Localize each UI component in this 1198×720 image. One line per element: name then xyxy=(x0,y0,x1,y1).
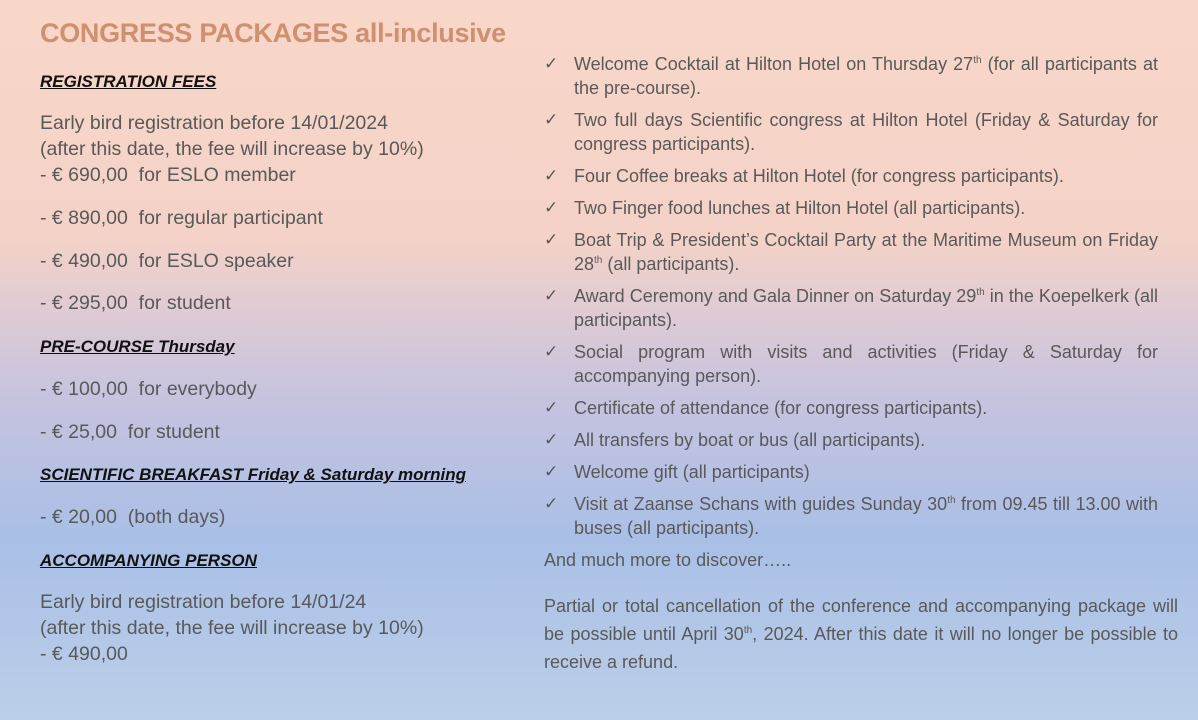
inclusion-item: ✓ Two full days Scientific congress at Hilton Hotel (Friday & Saturday for congress participants). xyxy=(544,110,1158,154)
registration-heading: REGISTRATION FEES xyxy=(40,72,217,91)
checkmark-icon: ✓ xyxy=(544,54,559,73)
inclusion-item: ✓ Certificate of attendance (for congress participants). xyxy=(544,398,988,418)
checkmark-icon: ✓ xyxy=(544,430,559,449)
inclusion-item: ✓ Four Coffee breaks at Hilton Hotel (for congress participants). xyxy=(544,166,1064,186)
accompanying-early-bird: Early bird registration before 14/01/24 xyxy=(40,591,367,613)
inclusion-item: ✓ All transfers by boat or bus (all participants). xyxy=(544,430,926,450)
accompanying-fee: - € 490,00 xyxy=(40,643,128,665)
more-to-discover: And much more to discover….. xyxy=(544,550,792,570)
breakfast-fee: - € 20,00 (both days) xyxy=(40,506,226,528)
inclusion-item: ✓ Two Finger food lunches at Hilton Hotel (all participants). xyxy=(544,198,1026,218)
fee-student: - € 295,00 for student xyxy=(40,292,231,314)
inclusions-list xyxy=(544,52,1158,548)
checkmark-icon: ✓ xyxy=(544,110,559,129)
page-title: CONGRESS PACKAGES all-inclusive xyxy=(40,18,506,48)
fee-eslo-member: - € 690,00 for ESLO member xyxy=(40,164,296,186)
accompanying-heading: ACCOMPANYING PERSON xyxy=(40,551,257,570)
precourse-heading: PRE-COURSE Thursday xyxy=(40,337,235,356)
breakfast-heading: SCIENTIFIC BREAKFAST Friday & Saturday morning xyxy=(40,465,466,484)
checkmark-icon: ✓ xyxy=(544,198,559,217)
checkmark-icon: ✓ xyxy=(544,398,559,417)
checkmark-icon: ✓ xyxy=(544,462,559,481)
fee-regular-participant: - € 890,00 for regular participant xyxy=(40,207,323,229)
inclusion-item: ✓ Boat Trip & President’s Cocktail Party at the Maritime Museum on Friday 28th (all participants). xyxy=(544,230,1158,274)
inclusion-item: ✓ Award Ceremony and Gala Dinner on Saturday 29th in the Koepelkerk (all participants). xyxy=(544,286,1159,330)
registration-increase-note: (after this date, the fee will increase by 10%) xyxy=(40,138,424,160)
checkmark-icon: ✓ xyxy=(544,230,559,249)
accompanying-increase-note: (after this date, the fee will increase by 10%) xyxy=(40,617,424,639)
precourse-fee-student: - € 25,00 for student xyxy=(40,421,220,443)
checkmark-icon: ✓ xyxy=(544,166,559,185)
checkmark-icon: ✓ xyxy=(544,494,559,513)
checkmark-icon: ✓ xyxy=(544,342,559,361)
inclusion-item: ✓ Social program with visits and activities (Friday & Saturday for accompanying person). xyxy=(544,342,1158,386)
inclusion-item: ✓ Welcome gift (all participants) xyxy=(544,462,810,482)
fee-eslo-speaker: - € 490,00 for ESLO speaker xyxy=(40,250,294,272)
registration-early-bird: Early bird registration before 14/01/2024 xyxy=(40,112,388,134)
precourse-fee-everybody: - € 100,00 for everybody xyxy=(40,378,257,400)
checkmark-icon: ✓ xyxy=(544,286,559,305)
cancellation-policy: Partial or total cancellation of the conference and accompanying package will be possible until April 30th, 2024. After this date it will no longer be possible to receive a refund. xyxy=(544,596,1179,672)
inclusion-item: ✓ Visit at Zaanse Schans with guides Sunday 30th from 09.45 till 13.00 with buses (all participants). xyxy=(544,494,1158,538)
inclusion-item: ✓ Welcome Cocktail at Hilton Hotel on Thursday 27th (for all participants at the pre-course). xyxy=(544,54,1158,98)
